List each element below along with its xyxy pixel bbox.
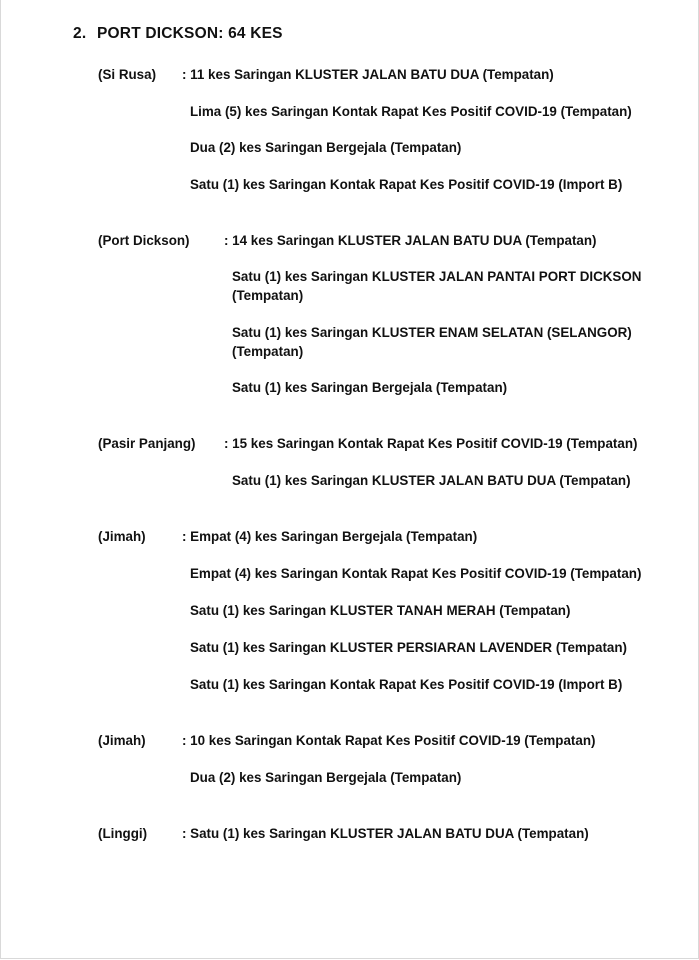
section-title: PORT DICKSON: 64 KES [97,25,283,42]
case-line: : Empat (4) kes Saringan Bergejala (Tempatan) [182,529,478,544]
case-line: Satu (1) kes Saringan KLUSTER TANAH MERAH (Tempatan) [190,603,571,618]
case-line: : Satu (1) kes Saringan KLUSTER JALAN BATU DUA (Tempatan) [182,826,589,841]
case-line: Satu (1) kes Saringan Kontak Rapat Kes Positif COVID-19 (Import B) [190,677,623,692]
case-line: : 11 kes Saringan KLUSTER JALAN BATU DUA (Tempatan) [182,67,554,82]
section-number: 2. [73,25,87,42]
area-label: (Jimah) [98,733,146,748]
area-label: (Si Rusa) [98,67,157,82]
section-heading [73,25,283,43]
case-line: : 15 kes Saringan Kontak Rapat Kes Positif COVID-19 (Tempatan) [224,436,638,451]
case-line: : 10 kes Saringan Kontak Rapat Kes Positif COVID-19 (Tempatan) [182,733,596,748]
case-line: Lima (5) kes Saringan Kontak Rapat Kes Positif COVID-19 (Tempatan) [190,104,632,119]
case-line: : 14 kes Saringan KLUSTER JALAN BATU DUA (Tempatan) [224,233,597,248]
case-line: Satu (1) kes Saringan Kontak Rapat Kes Positif COVID-19 (Import B) [190,177,623,192]
case-line: Satu (1) kes Saringan KLUSTER JALAN BATU DUA (Tempatan) [232,473,631,488]
area-label: (Jimah) [98,529,146,544]
area-label: (Pasir Panjang) [98,436,196,451]
case-line: Empat (4) kes Saringan Kontak Rapat Kes Positif COVID-19 (Tempatan) [190,566,642,581]
case-line: Satu (1) kes Saringan KLUSTER ENAM SELATAN (SELANGOR) (Tempatan) [232,325,632,359]
case-line: Satu (1) kes Saringan KLUSTER JALAN PANTAI PORT DICKSON (Tempatan) [232,269,642,303]
case-line: Satu (1) kes Saringan Bergejala (Tempatan) [232,380,508,395]
area-label: (Port Dickson) [98,233,190,248]
case-line: Satu (1) kes Saringan KLUSTER PERSIARAN LAVENDER (Tempatan) [190,640,627,655]
case-line: Dua (2) kes Saringan Bergejala (Tempatan) [190,770,462,785]
area-label: (Linggi) [98,826,148,841]
case-line: Dua (2) kes Saringan Bergejala (Tempatan) [190,140,462,155]
